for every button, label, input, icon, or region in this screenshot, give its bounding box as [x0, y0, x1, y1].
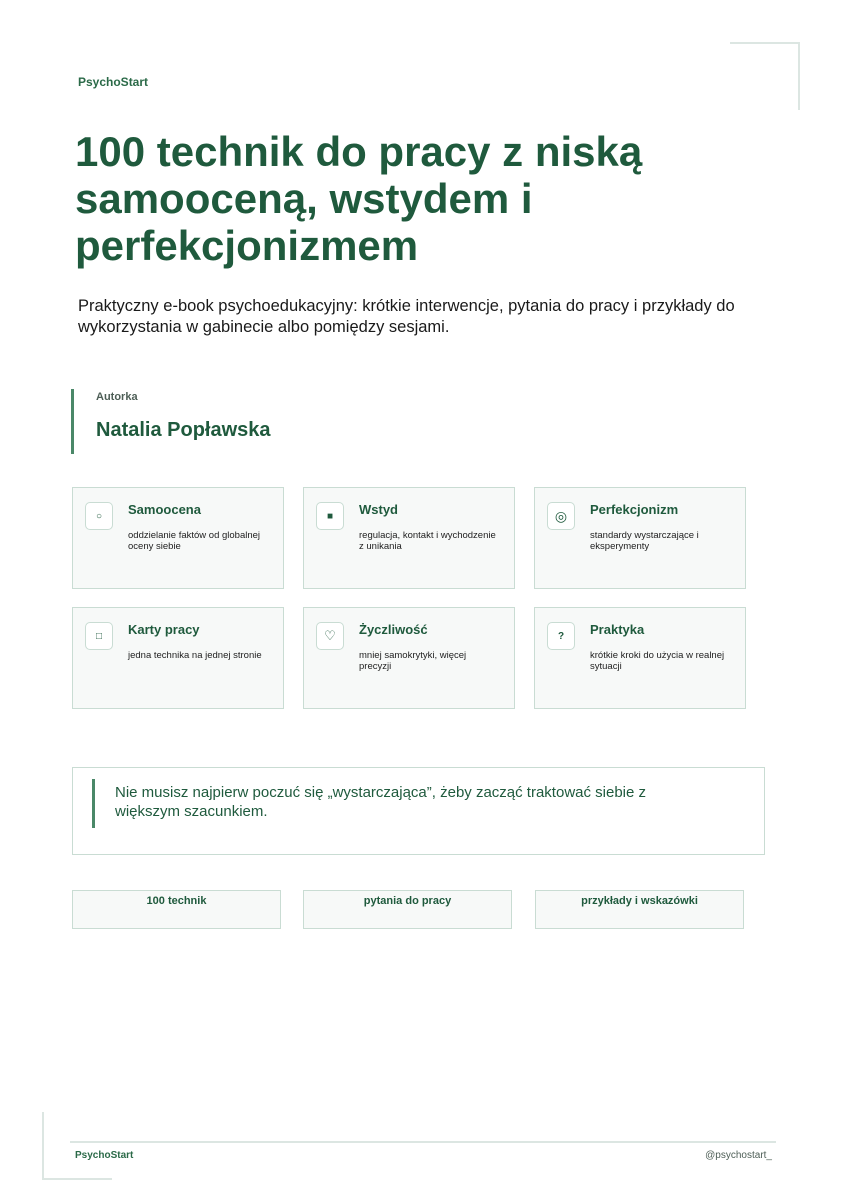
- card-title: Karty pracy: [128, 622, 200, 637]
- footer-brand: PsychoStart: [75, 1150, 134, 1161]
- footer-handle: @psychostart_: [705, 1150, 772, 1161]
- card-description: standardy wystarczające i eksperymenty: [590, 530, 699, 552]
- corner-decoration: [798, 42, 800, 110]
- card-title: Praktyka: [590, 622, 645, 637]
- feature-pill: 100 technik: [72, 890, 281, 929]
- topic-card-karty-pracy: [72, 607, 284, 709]
- author-label: Autorka: [96, 391, 138, 403]
- topic-card-wstyd: [303, 487, 515, 589]
- square-icon: □: [85, 622, 113, 650]
- heart-icon: ♡: [316, 622, 344, 650]
- topic-card-samoocena: [72, 487, 284, 589]
- corner-decoration: [730, 42, 800, 44]
- circle-icon: ○: [85, 502, 113, 530]
- card-description: mniej samokrytyki, więcej precyzji: [359, 650, 467, 672]
- card-title: Życzliwość: [359, 622, 428, 637]
- question-icon: ?: [547, 622, 575, 650]
- card-description: regulacja, kontakt i wychodzenie z unikania: [359, 530, 496, 552]
- brand-label: PsychoStart: [78, 75, 149, 89]
- feature-pill: przykłady i wskazówki: [535, 890, 744, 929]
- card-description: jedna technika na jednej stronie: [128, 650, 262, 661]
- target-icon: ◎: [547, 502, 575, 530]
- author-name: Natalia Popławska: [96, 419, 271, 441]
- page-subtitle: Praktyczny e-book psychoedukacyjny: krótkie interwencje, pytania do pracy i przykłady do wykorzystania w gabinecie albo pomiędzy sesjami.: [78, 297, 735, 336]
- corner-decoration: [42, 1112, 44, 1180]
- topic-card-zyczliwosc: [303, 607, 515, 709]
- topic-card-perfekcjonizm: [534, 487, 746, 589]
- quote-text: Nie musisz najpierw poczuć się „wystarczająca”, żeby zacząć traktować siebie z większym szacunkiem.: [115, 784, 647, 820]
- card-description: oddzielanie faktów od globalnej oceny siebie: [128, 530, 261, 552]
- card-description: krótkie kroki do użycia w realnej sytuacji: [590, 650, 725, 672]
- corner-decoration: [42, 1178, 112, 1180]
- feature-pill: pytania do pracy: [303, 890, 512, 929]
- page-title: 100 technik do pracy z niską samooceną, wstydem i perfekcjonizmem: [75, 128, 643, 269]
- author-block: [71, 389, 271, 454]
- card-title: Wstyd: [359, 502, 398, 517]
- topic-card-praktyka: [534, 607, 746, 709]
- card-title: Samoocena: [128, 502, 201, 517]
- quote-box: [72, 767, 765, 855]
- footer-divider: [70, 1141, 776, 1143]
- card-title: Perfekcjonizm: [590, 502, 679, 517]
- quote-accent-bar: [92, 779, 95, 828]
- filled-square-icon: ■: [316, 502, 344, 530]
